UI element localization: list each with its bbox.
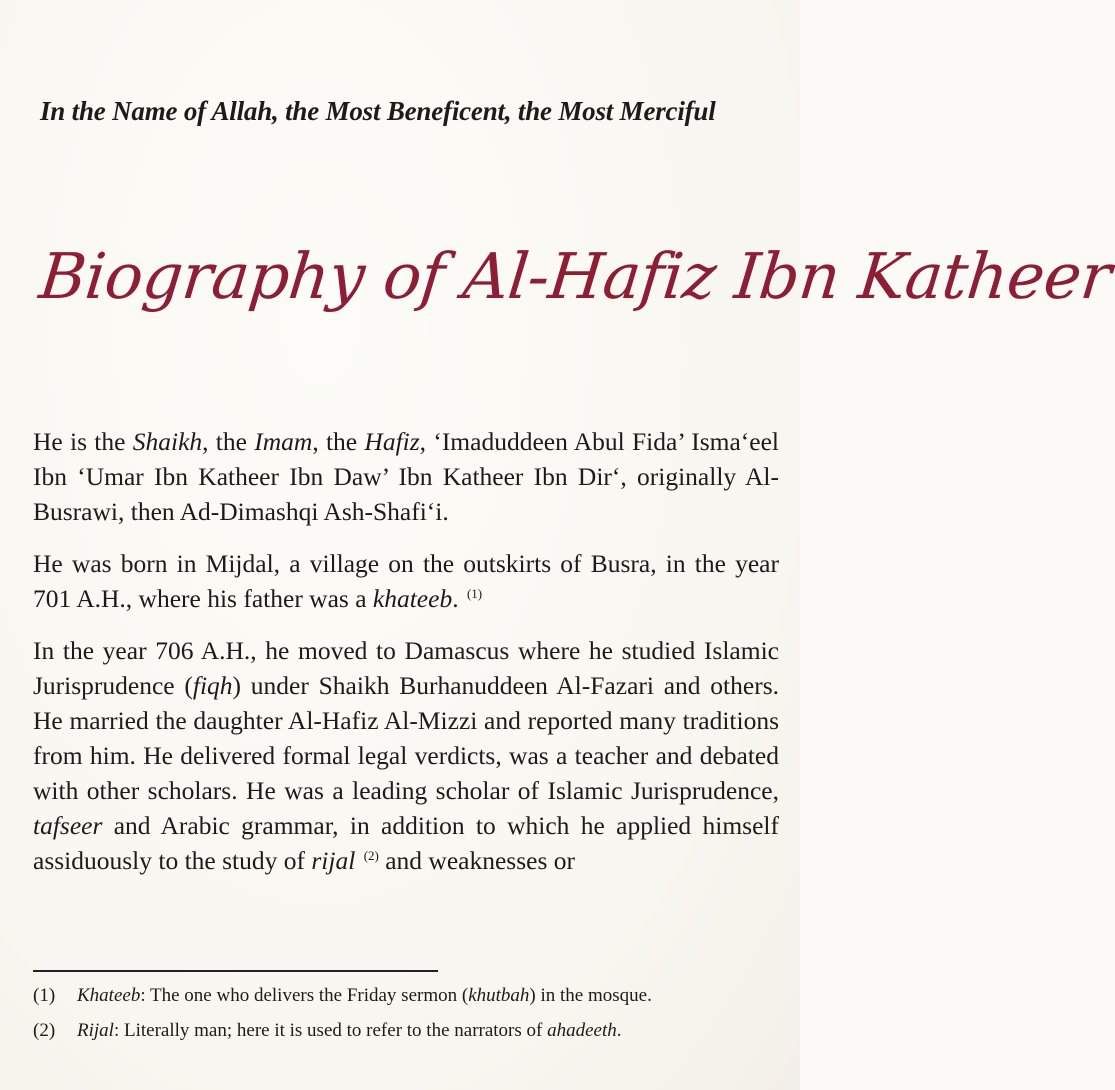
footnote-number: (1): [33, 985, 56, 1006]
footnote-text: Rijal: Literally man; here it is used to refer to the narrators of ahadeeth.: [77, 1020, 622, 1041]
paragraph-2: He was born in Mijdal, a village on the outskirts of Busra, in the year 701 A.H., where his father was a khateeb. $^{(1)}$: [33, 549, 779, 613]
footnotes: [33, 983, 779, 1053]
footnote-1: [33, 983, 779, 1009]
footnote-text: Khateeb: The one who delivers the Friday sermon (khutbah) in the mosque.: [77, 985, 652, 1006]
basmala-heading: In the Name of Allah, the Most Beneficent, the Most Merciful: [40, 96, 716, 126]
footnote-2: [33, 1018, 779, 1044]
paragraph-3: In the year 706 A.H., he moved to Damascus where he studied Islamic Jurisprudence (fiqh) under Shaikh Burhanuddeen Al-Fazari and others. He married the daughter Al-Hafiz Al-Mizzi and reported many traditions from him. He delivered formal legal verdicts, was a teacher and debated with other scholars. He was a leading scholar of Islamic Jurisprudence, tafseer and Arabic grammar, in addition to which he applied himself assiduously to the study of rijal $^{(2)}$ and weaknesses or: [33, 636, 779, 875]
paragraph-1: He is the Shaikh, the Imam, the Hafiz, ‘Imaduddeen Abul Fida’ Isma‘eel Ibn ‘Umar Ibn Katheer Ibn Daw’ Ibn Katheer Ibn Dir‘, originally Al-Busrawi, then Ad-Dimashqi Ash-Shafi‘i.: [33, 427, 779, 526]
body-text: [33, 424, 779, 895]
footnote-number: (2): [33, 1020, 56, 1041]
footnote-ref-1[interactable]: (1): [466, 586, 483, 601]
footnote-ref-2[interactable]: (2): [363, 848, 379, 863]
chapter-title: Biography of Al-Hafiz Ibn Katheer: [36, 240, 1115, 313]
footnote-divider: [33, 970, 438, 972]
